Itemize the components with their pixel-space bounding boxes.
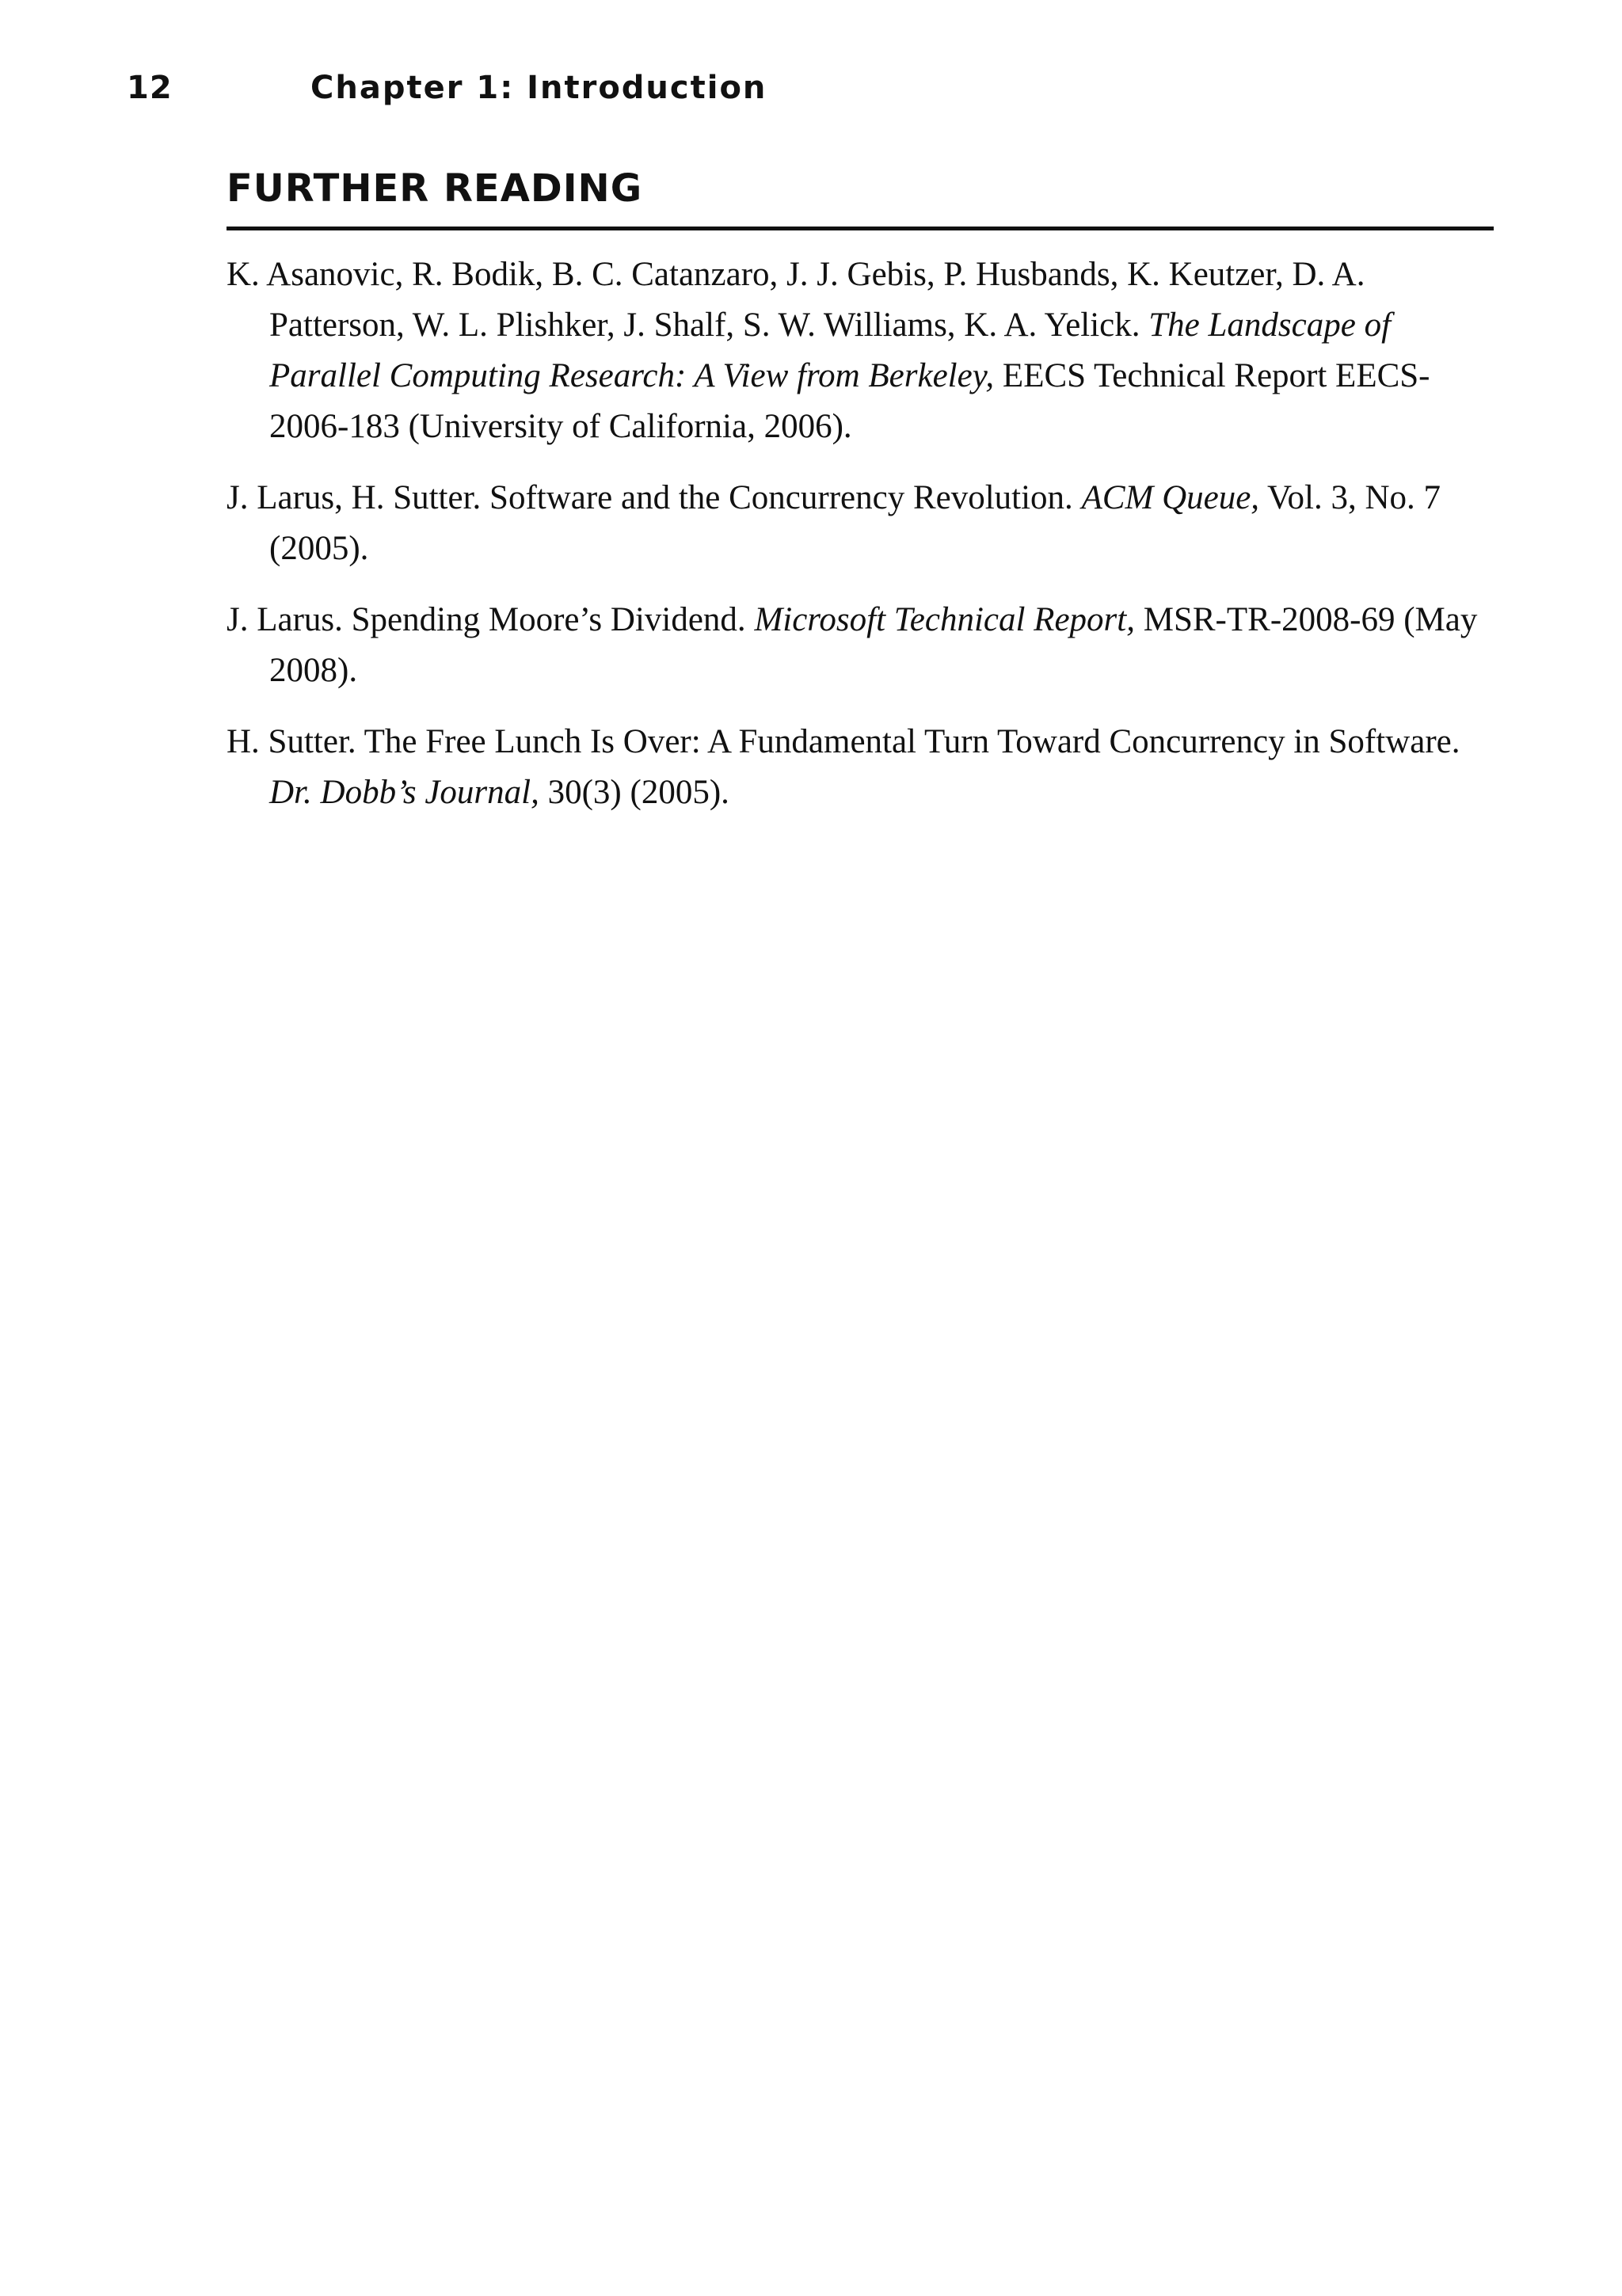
reference-details-text: Vol. 3, No. 7 (2005).: [269, 479, 1441, 567]
reference-authors-text: J. Larus. Spending Moore’s Dividend.: [227, 601, 755, 638]
reference-italic-title: The Landscape of Parallel Computing Research: A View from Berkeley,: [269, 307, 1392, 394]
heading-rule: [227, 227, 1494, 230]
reference-item-larus: [227, 595, 1494, 696]
reference-list: [227, 249, 1494, 839]
section-heading: FURTHER READING: [227, 166, 643, 211]
reference-details-text: MSR-TR-2008-69 (May 2008).: [269, 601, 1478, 689]
reference-authors-text: K. Asanovic, R. Bodik, B. C. Catanzaro, J. J. Gebis, P. Husbands, K. Keutzer, D. A. Patterson, W. L. Plishker, J. Shalf, S. W. Williams, K. A. Yelick.: [227, 256, 1365, 344]
reference-details-text: EECS Technical Report EECS-2006-183 (University of California, 2006).: [269, 357, 1430, 445]
reference-details-text: 30(3) (2005).: [539, 774, 729, 811]
reference-authors-text: J. Larus, H. Sutter. Software and the Concurrency Revolution.: [227, 479, 1082, 516]
reference-authors-text: H. Sutter. The Free Lunch Is Over: A Fundamental Turn Toward Concurrency in Software.: [227, 723, 1460, 760]
reference-item-larus-sutter: [227, 473, 1494, 574]
page-number: 12: [127, 70, 173, 106]
reference-item-sutter: [227, 717, 1494, 818]
reference-item-asanovic: [227, 249, 1494, 452]
reference-italic-title: ACM Queue,: [1081, 479, 1260, 516]
reference-italic-title: Dr. Dobb’s Journal,: [269, 774, 539, 811]
running-head: Chapter 1: Introduction: [310, 70, 767, 106]
reference-italic-title: Microsoft Technical Report,: [754, 601, 1135, 638]
